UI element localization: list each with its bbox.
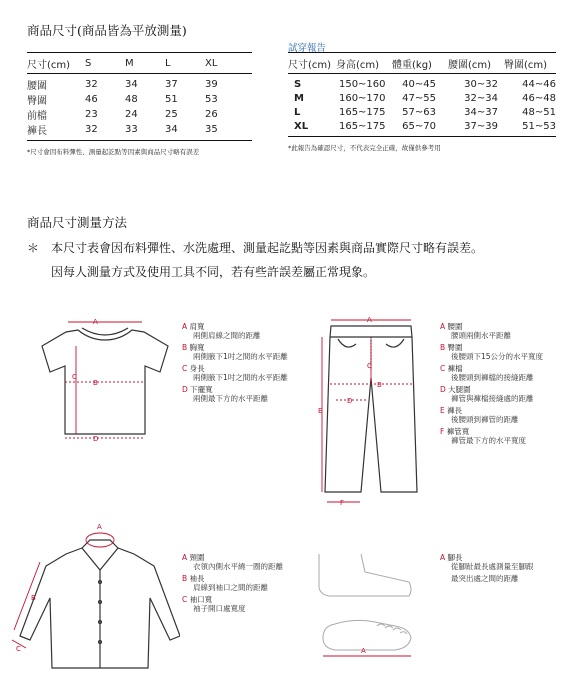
legend-desc: 後腰頭到褲管的距離: [451, 415, 519, 424]
cell: 53: [205, 94, 218, 105]
table-row: [288, 105, 556, 119]
header-xl: XL: [205, 57, 218, 69]
trial-header-row: [288, 53, 556, 73]
method-bullet: ＊: [27, 241, 40, 255]
legend-desc: 褲管與褲檔接縫處的距離: [451, 394, 534, 403]
cell: 37: [165, 79, 178, 90]
legend-name: 袖口寬: [189, 595, 213, 604]
legend-letter: B: [182, 343, 188, 352]
legend-name: 褲管寬: [446, 427, 470, 436]
legend-letter: A: [182, 553, 188, 562]
cell: 34~37: [464, 106, 498, 118]
trial-header: 腰圍(cm): [448, 59, 492, 71]
cell: 24: [125, 109, 138, 120]
legend-name: 臀圍: [447, 343, 463, 352]
row-label: L: [294, 106, 301, 118]
legend-letter: D: [182, 385, 188, 394]
svg-text:B: B: [377, 381, 382, 389]
trial-report-table: [288, 52, 556, 152]
legend-desc-2: 最突出處之間的距離: [451, 574, 519, 583]
cell: 46: [85, 94, 98, 105]
cell: 46~48: [522, 92, 556, 104]
cell: 51~53: [522, 120, 556, 132]
legend-name: 褲長: [447, 406, 463, 415]
row-label: 腰圍: [27, 81, 47, 92]
legend-name: 胸寬: [189, 343, 205, 352]
trial-header: 身高(cm): [336, 59, 380, 71]
cell: 160~170: [338, 92, 386, 104]
legend-name: 袖長: [189, 574, 205, 583]
product-size-title: 商品尺寸(商品皆為平放測量): [27, 23, 187, 38]
legend-desc: 兩側腋下1吋之間的水平距離: [193, 373, 288, 382]
legend-desc: 從腳趾最長處測量至腳跟: [451, 562, 534, 571]
legend-name: 腳長: [447, 553, 463, 562]
cell: 25: [165, 109, 178, 120]
legend-letter: A: [440, 553, 446, 562]
cell: 32: [85, 124, 98, 135]
cell: 32~34: [464, 92, 498, 104]
legend-desc: 後腰頭下15公分的水平寬度: [451, 352, 544, 361]
legend-letter: B: [182, 574, 188, 583]
legend-name: 大腿圍: [448, 385, 471, 394]
row-label: 臀圍: [27, 96, 47, 107]
cell: 32: [85, 79, 98, 90]
svg-text:C: C: [16, 645, 21, 653]
svg-text:B: B: [93, 379, 98, 387]
cell: 47~55: [402, 92, 436, 104]
cell: 48: [125, 94, 138, 105]
svg-text:C: C: [72, 373, 77, 381]
pants-diagram: [316, 312, 426, 512]
cell: 165~175: [338, 120, 386, 132]
cell: 35: [205, 124, 218, 135]
table-row: [27, 107, 252, 122]
header-s: S: [85, 57, 92, 69]
legend-name: 褲檔: [447, 364, 463, 373]
tshirt-diagram: [38, 312, 170, 442]
table-row: [27, 92, 252, 107]
method-title: 商品尺寸測量方法: [27, 215, 128, 230]
cell: 57~63: [402, 106, 436, 118]
legend-letter: D: [440, 385, 446, 394]
svg-text:E: E: [318, 407, 323, 415]
table-row: [288, 119, 556, 133]
svg-text:B: B: [31, 594, 36, 602]
table-row: [288, 91, 556, 105]
svg-text:A: A: [361, 647, 366, 655]
svg-text:F: F: [340, 499, 345, 507]
legend-letter: C: [440, 364, 446, 373]
header-l: L: [165, 57, 171, 69]
legend-letter: A: [440, 322, 446, 331]
legend-desc: 兩側最下方的水平距離: [193, 394, 268, 403]
product-size-note: *尺寸會因布料彈性、測量起訖點等因素與商品尺寸略有誤差: [27, 148, 200, 156]
cell: 39: [205, 79, 218, 90]
row-label: 前檔: [27, 111, 47, 122]
shirt-legend: [182, 553, 283, 613]
legend-name: 腰圍: [447, 322, 463, 331]
legend-desc: 腰頭兩側水平距離: [451, 331, 511, 340]
svg-text:D: D: [347, 397, 353, 405]
legend-desc: 袖子開口處寬度: [193, 604, 246, 613]
legend-letter: C: [182, 364, 188, 373]
tshirt-legend: [182, 322, 288, 403]
trial-header: 尺寸(cm): [288, 59, 332, 71]
cell: 150~160: [338, 78, 386, 90]
cell: 51: [165, 94, 178, 105]
legend-name: 肩寬: [189, 322, 205, 331]
cell: 48~51: [522, 106, 556, 118]
product-size-header-row: [27, 53, 252, 73]
legend-letter: B: [440, 343, 446, 352]
legend-name: 身長: [189, 364, 205, 373]
product-size-table: [27, 52, 252, 156]
svg-text:A: A: [367, 316, 372, 324]
header-size-label: 尺寸(cm): [27, 59, 71, 71]
cell: 26: [205, 109, 218, 120]
legend-desc: 衣領內側水平繞一圈的距離: [193, 562, 283, 571]
pants-legend: [440, 322, 543, 445]
row-label: M: [294, 92, 304, 104]
legend-letter: E: [440, 406, 445, 415]
cell: 37~39: [464, 120, 498, 132]
svg-text:A: A: [97, 523, 102, 531]
legend-desc: 褲管最下方的水平寬度: [451, 436, 526, 445]
foot-diagram: [315, 552, 415, 672]
foot-legend: [440, 553, 534, 583]
cell: 165~175: [338, 106, 386, 118]
trial-report-note: *此報告為確認尺寸，不代表完全正確，故僅供參考用: [288, 144, 441, 152]
cell: 30~32: [464, 78, 498, 90]
row-label: S: [294, 78, 302, 90]
legend-desc: 後腰頭到褲檔的接縫距離: [451, 373, 534, 382]
cell: 23: [85, 109, 98, 120]
table-row: [27, 77, 252, 92]
method-line-2: 因每人測量方式及使用工具不同，若有些許誤差屬正常現象。: [51, 265, 376, 279]
legend-name: 下擺寬: [190, 385, 213, 394]
table-row: [288, 77, 556, 91]
legend-letter: A: [182, 322, 188, 331]
method-line-1: 本尺寸表會因布料彈性、水洗處理、測量起訖點等因素與商品實際尺寸略有誤差。: [51, 241, 484, 255]
legend-desc: 兩側腋下1吋之間的水平距離: [193, 352, 288, 361]
legend-letter: F: [440, 427, 445, 436]
cell: 40~45: [402, 78, 436, 90]
cell: 34: [165, 124, 178, 135]
cell: 44~46: [522, 78, 556, 90]
legend-letter: C: [182, 595, 188, 604]
cell: 65~70: [402, 120, 436, 132]
header-m: M: [125, 57, 134, 69]
trial-report-title: 試穿報告: [288, 43, 327, 54]
row-label: 褲長: [27, 126, 47, 137]
svg-text:C: C: [367, 362, 372, 370]
trial-header: 臀圍(cm): [504, 59, 548, 71]
cell: 33: [125, 124, 138, 135]
legend-name: 頸圍: [189, 553, 205, 562]
legend-desc: 兩側肩線之間的距離: [193, 331, 261, 340]
svg-text:D: D: [93, 435, 99, 442]
tshirt-label-a: A: [93, 318, 98, 326]
table-row: [27, 122, 252, 137]
legend-desc: 肩線到袖口之間的距離: [193, 583, 268, 592]
shirt-diagram: [10, 518, 180, 678]
row-label: XL: [294, 120, 309, 132]
trial-header: 體重(kg): [392, 59, 432, 71]
cell: 34: [125, 79, 138, 90]
